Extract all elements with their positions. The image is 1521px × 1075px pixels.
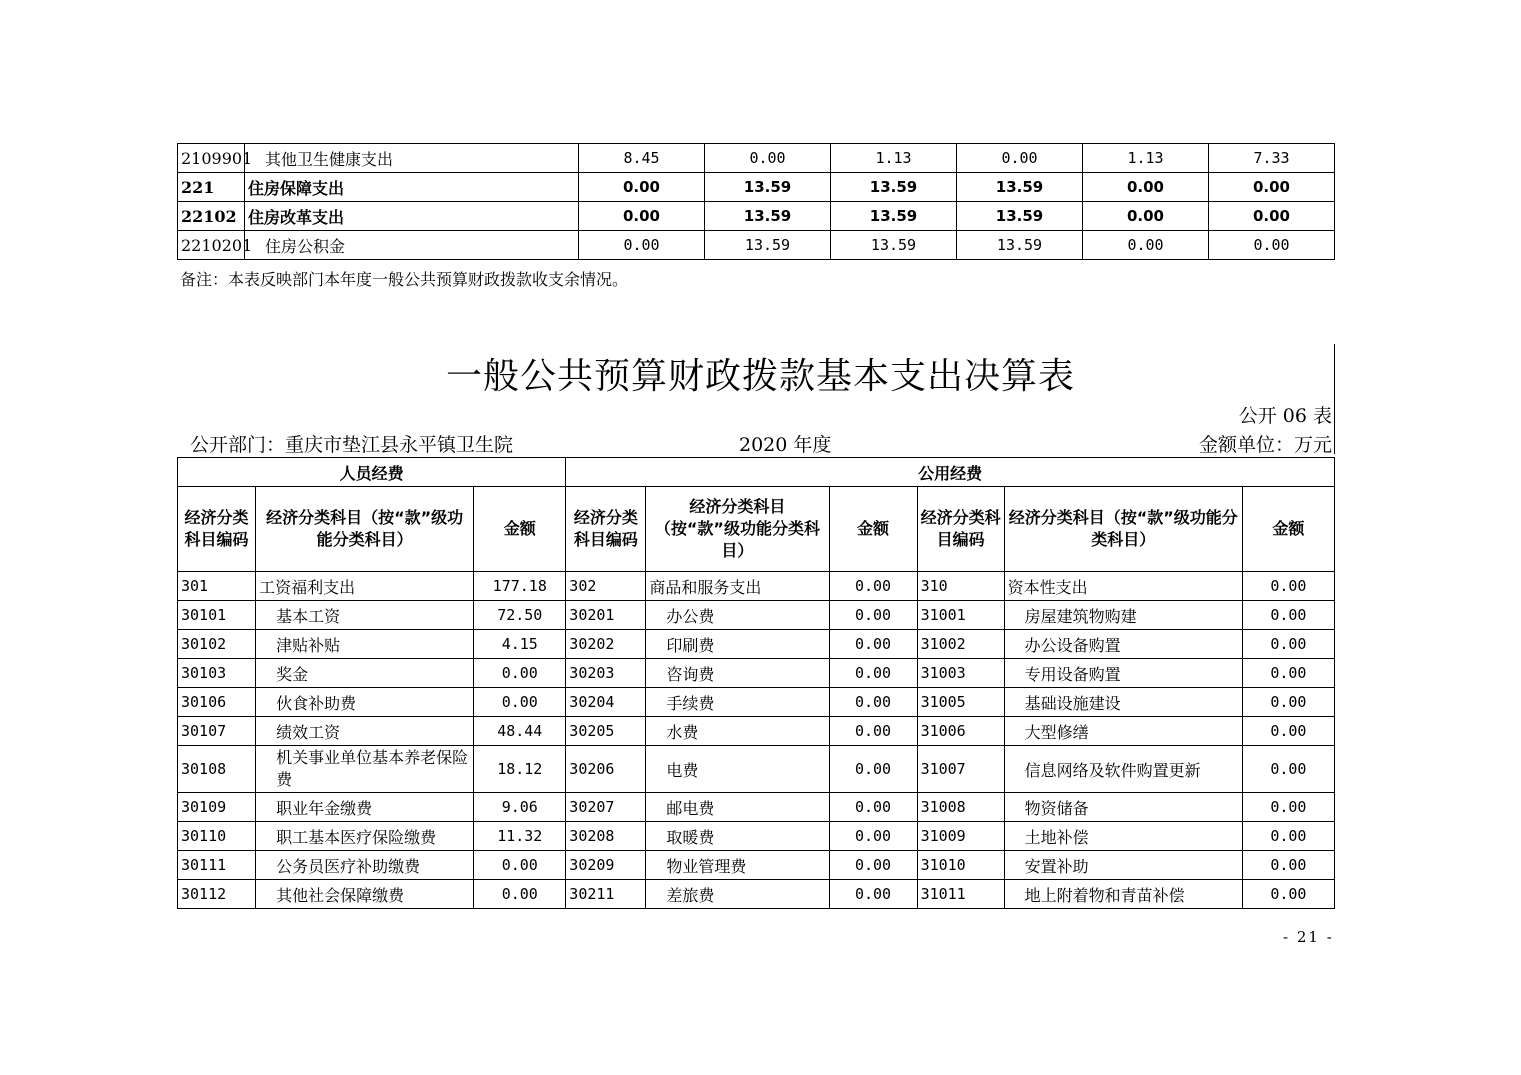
row-amount-capital: 0.00 [1242, 880, 1334, 909]
top-continuation-table [177, 143, 1335, 260]
table-row [178, 144, 1335, 173]
row-name-personnel: 公务员医疗补助缴费 [256, 851, 474, 880]
table-row [178, 601, 1335, 630]
header-code-2: 经济分类科目编码 [566, 487, 646, 572]
row-amount-personnel: 0.00 [474, 880, 566, 909]
row-amount-personnel: 9.06 [474, 793, 566, 822]
row-value: 0.00 [579, 202, 705, 231]
page-title: 一般公共预算财政拨款基本支出决算表 [445, 356, 1075, 397]
row-value: 13.59 [957, 231, 1083, 260]
row-name-capital: 土地补偿 [1004, 822, 1242, 851]
row-value: 0.00 [1209, 202, 1335, 231]
row-code-goods: 30206 [566, 746, 646, 793]
column-header-row [178, 487, 1335, 572]
row-code-goods: 30204 [566, 688, 646, 717]
row-code: 221 [178, 173, 245, 202]
row-name-capital: 基础设施建设 [1004, 688, 1242, 717]
header-amount-3: 金额 [1242, 487, 1334, 572]
row-name-capital: 大型修缮 [1004, 717, 1242, 746]
row-amount-goods: 0.00 [829, 851, 917, 880]
row-name-personnel: 职工基本医疗保险缴费 [256, 822, 474, 851]
row-code-goods: 30209 [566, 851, 646, 880]
row-amount-goods: 0.00 [829, 822, 917, 851]
header-name-2: 经济分类科目（按“款”级功能分类科目） [646, 487, 829, 572]
department-label: 公开部门：重庆市垫江县永平镇卫生院 [190, 434, 514, 456]
header-name-1: 经济分类科目（按“款”级功能分类科目） [256, 487, 474, 572]
table-row [178, 659, 1335, 688]
row-name-capital: 地上附着物和青苗补偿 [1004, 880, 1242, 909]
row-value: 1.13 [831, 144, 957, 173]
row-code-goods: 30208 [566, 822, 646, 851]
top-table-body [178, 144, 1335, 260]
row-amount-goods: 0.00 [829, 572, 917, 601]
table-number: 公开 06 表 [1238, 405, 1332, 427]
row-code-personnel: 30106 [178, 688, 256, 717]
row-name-capital: 房屋建筑物购建 [1004, 601, 1242, 630]
row-code-capital: 31002 [917, 630, 1004, 659]
row-code-personnel: 30109 [178, 793, 256, 822]
row-name-personnel: 工资福利支出 [256, 572, 474, 601]
row-value: 0.00 [1083, 202, 1209, 231]
row-amount-capital: 0.00 [1242, 659, 1334, 688]
table-row [178, 231, 1335, 260]
table-row [178, 688, 1335, 717]
row-name-capital: 办公设备购置 [1004, 630, 1242, 659]
row-code: 22102 [178, 202, 245, 231]
row-name-personnel: 绩效工资 [256, 717, 474, 746]
row-code-capital: 31011 [917, 880, 1004, 909]
row-name: 住房改革支出 [245, 202, 579, 231]
row-code-personnel: 30101 [178, 601, 256, 630]
year-label: 2020 年度 [739, 434, 832, 456]
row-name-goods: 邮电费 [646, 793, 829, 822]
row-amount-personnel: 11.32 [474, 822, 566, 851]
row-value: 1.13 [1083, 144, 1209, 173]
row-amount-goods: 0.00 [829, 659, 917, 688]
row-name-goods: 电费 [646, 746, 829, 793]
row-amount-capital: 0.00 [1242, 630, 1334, 659]
row-code-capital: 31010 [917, 851, 1004, 880]
row-code-personnel: 301 [178, 572, 256, 601]
row-code-personnel: 30107 [178, 717, 256, 746]
row-code-goods: 30201 [566, 601, 646, 630]
row-value: 7.33 [1209, 144, 1335, 173]
row-value: 0.00 [579, 231, 705, 260]
table-row [178, 851, 1335, 880]
table-row [178, 630, 1335, 659]
row-code-personnel: 30110 [178, 822, 256, 851]
row-amount-goods: 0.00 [829, 601, 917, 630]
table-row [178, 202, 1335, 231]
row-code-personnel: 30102 [178, 630, 256, 659]
row-name-goods: 印刷费 [646, 630, 829, 659]
row-name-goods: 商品和服务支出 [646, 572, 829, 601]
row-value: 8.45 [579, 144, 705, 173]
row-code-goods: 30205 [566, 717, 646, 746]
header-code-3: 经济分类科目编码 [917, 487, 1004, 572]
row-code-capital: 31003 [917, 659, 1004, 688]
row-code-goods: 30202 [566, 630, 646, 659]
basic-expenditure-table [177, 457, 1335, 909]
row-code-goods: 30207 [566, 793, 646, 822]
table-row [178, 793, 1335, 822]
header-name-3: 经济分类科目（按“款”级功能分类科目） [1004, 487, 1242, 572]
row-amount-personnel: 72.50 [474, 601, 566, 630]
group-header-row [178, 458, 1335, 487]
row-value: 13.59 [831, 202, 957, 231]
row-name-personnel: 职业年金缴费 [256, 793, 474, 822]
group-personnel: 人员经费 [178, 458, 566, 487]
row-value: 13.59 [831, 231, 957, 260]
header-code-1: 经济分类科目编码 [178, 487, 256, 572]
row-amount-personnel: 48.44 [474, 717, 566, 746]
row-value: 13.59 [831, 173, 957, 202]
row-code-personnel: 30103 [178, 659, 256, 688]
row-code-capital: 31009 [917, 822, 1004, 851]
row-value: 0.00 [579, 173, 705, 202]
row-value: 13.59 [705, 202, 831, 231]
row-code-personnel: 30111 [178, 851, 256, 880]
row-amount-capital: 0.00 [1242, 688, 1334, 717]
row-name-personnel: 机关事业单位基本养老保险费 [256, 746, 474, 793]
row-value: 0.00 [1209, 173, 1335, 202]
table-row [178, 173, 1335, 202]
row-amount-personnel: 177.18 [474, 572, 566, 601]
row-code: 2109901 [178, 144, 245, 173]
group-public: 公用经费 [566, 458, 1335, 487]
table-row [178, 746, 1335, 793]
row-amount-goods: 0.00 [829, 746, 917, 793]
row-name-personnel: 伙食补助费 [256, 688, 474, 717]
row-value: 13.59 [957, 202, 1083, 231]
row-amount-capital: 0.00 [1242, 793, 1334, 822]
table-note: 备注：本表反映部门本年度一般公共预算财政拨款收支余情况。 [180, 270, 629, 289]
table-row [178, 822, 1335, 851]
row-amount-goods: 0.00 [829, 630, 917, 659]
row-value: 0.00 [1083, 173, 1209, 202]
row-name-personnel: 基本工资 [256, 601, 474, 630]
row-name-capital: 信息网络及软件购置更新 [1004, 746, 1242, 793]
row-amount-capital: 0.00 [1242, 851, 1334, 880]
row-code-personnel: 30112 [178, 880, 256, 909]
row-amount-capital: 0.00 [1242, 822, 1334, 851]
row-value: 13.59 [705, 173, 831, 202]
row-code-capital: 31006 [917, 717, 1004, 746]
row-value: 0.00 [705, 144, 831, 173]
row-code-capital: 310 [917, 572, 1004, 601]
row-name-capital: 安置补助 [1004, 851, 1242, 880]
row-code-goods: 302 [566, 572, 646, 601]
row-name: 其他卫生健康支出 [245, 144, 579, 173]
row-name-goods: 手续费 [646, 688, 829, 717]
row-name-personnel: 其他社会保障缴费 [256, 880, 474, 909]
row-name-capital: 物资储备 [1004, 793, 1242, 822]
row-name-personnel: 奖金 [256, 659, 474, 688]
row-amount-capital: 0.00 [1242, 601, 1334, 630]
row-value: 0.00 [957, 144, 1083, 173]
row-name: 住房保障支出 [245, 173, 579, 202]
row-name-goods: 水费 [646, 717, 829, 746]
row-code-goods: 30211 [566, 880, 646, 909]
row-name-goods: 取暖费 [646, 822, 829, 851]
row-value: 13.59 [705, 231, 831, 260]
unit-label: 金额单位：万元 [1198, 434, 1332, 456]
row-name-personnel: 津贴补贴 [256, 630, 474, 659]
row-amount-capital: 0.00 [1242, 717, 1334, 746]
row-amount-capital: 0.00 [1242, 572, 1334, 601]
row-name-goods: 办公费 [646, 601, 829, 630]
row-amount-goods: 0.00 [829, 793, 917, 822]
row-code-capital: 31001 [917, 601, 1004, 630]
row-name-goods: 咨询费 [646, 659, 829, 688]
row-amount-personnel: 4.15 [474, 630, 566, 659]
row-amount-personnel: 0.00 [474, 688, 566, 717]
row-amount-capital: 0.00 [1242, 746, 1334, 793]
row-amount-personnel: 0.00 [474, 659, 566, 688]
table-row [178, 880, 1335, 909]
header-amount-2: 金额 [829, 487, 917, 572]
row-value: 0.00 [1083, 231, 1209, 260]
page-number: - 21 - [1283, 928, 1334, 946]
row-value: 0.00 [1209, 231, 1335, 260]
row-amount-personnel: 0.00 [474, 851, 566, 880]
row-amount-personnel: 18.12 [474, 746, 566, 793]
row-name-capital: 资本性支出 [1004, 572, 1242, 601]
table-row [178, 717, 1335, 746]
main-table-body [178, 458, 1335, 909]
row-name-capital: 专用设备购置 [1004, 659, 1242, 688]
table-row [178, 572, 1335, 601]
row-name-goods: 物业管理费 [646, 851, 829, 880]
row-name: 住房公积金 [245, 231, 579, 260]
row-amount-goods: 0.00 [829, 717, 917, 746]
row-code-goods: 30203 [566, 659, 646, 688]
row-code: 2210201 [178, 231, 245, 260]
row-amount-goods: 0.00 [829, 688, 917, 717]
row-code-capital: 31008 [917, 793, 1004, 822]
row-amount-goods: 0.00 [829, 880, 917, 909]
row-code-capital: 31005 [917, 688, 1004, 717]
row-name-goods: 差旅费 [646, 880, 829, 909]
row-value: 13.59 [957, 173, 1083, 202]
row-code-capital: 31007 [917, 746, 1004, 793]
header-amount-1: 金额 [474, 487, 566, 572]
row-code-personnel: 30108 [178, 746, 256, 793]
